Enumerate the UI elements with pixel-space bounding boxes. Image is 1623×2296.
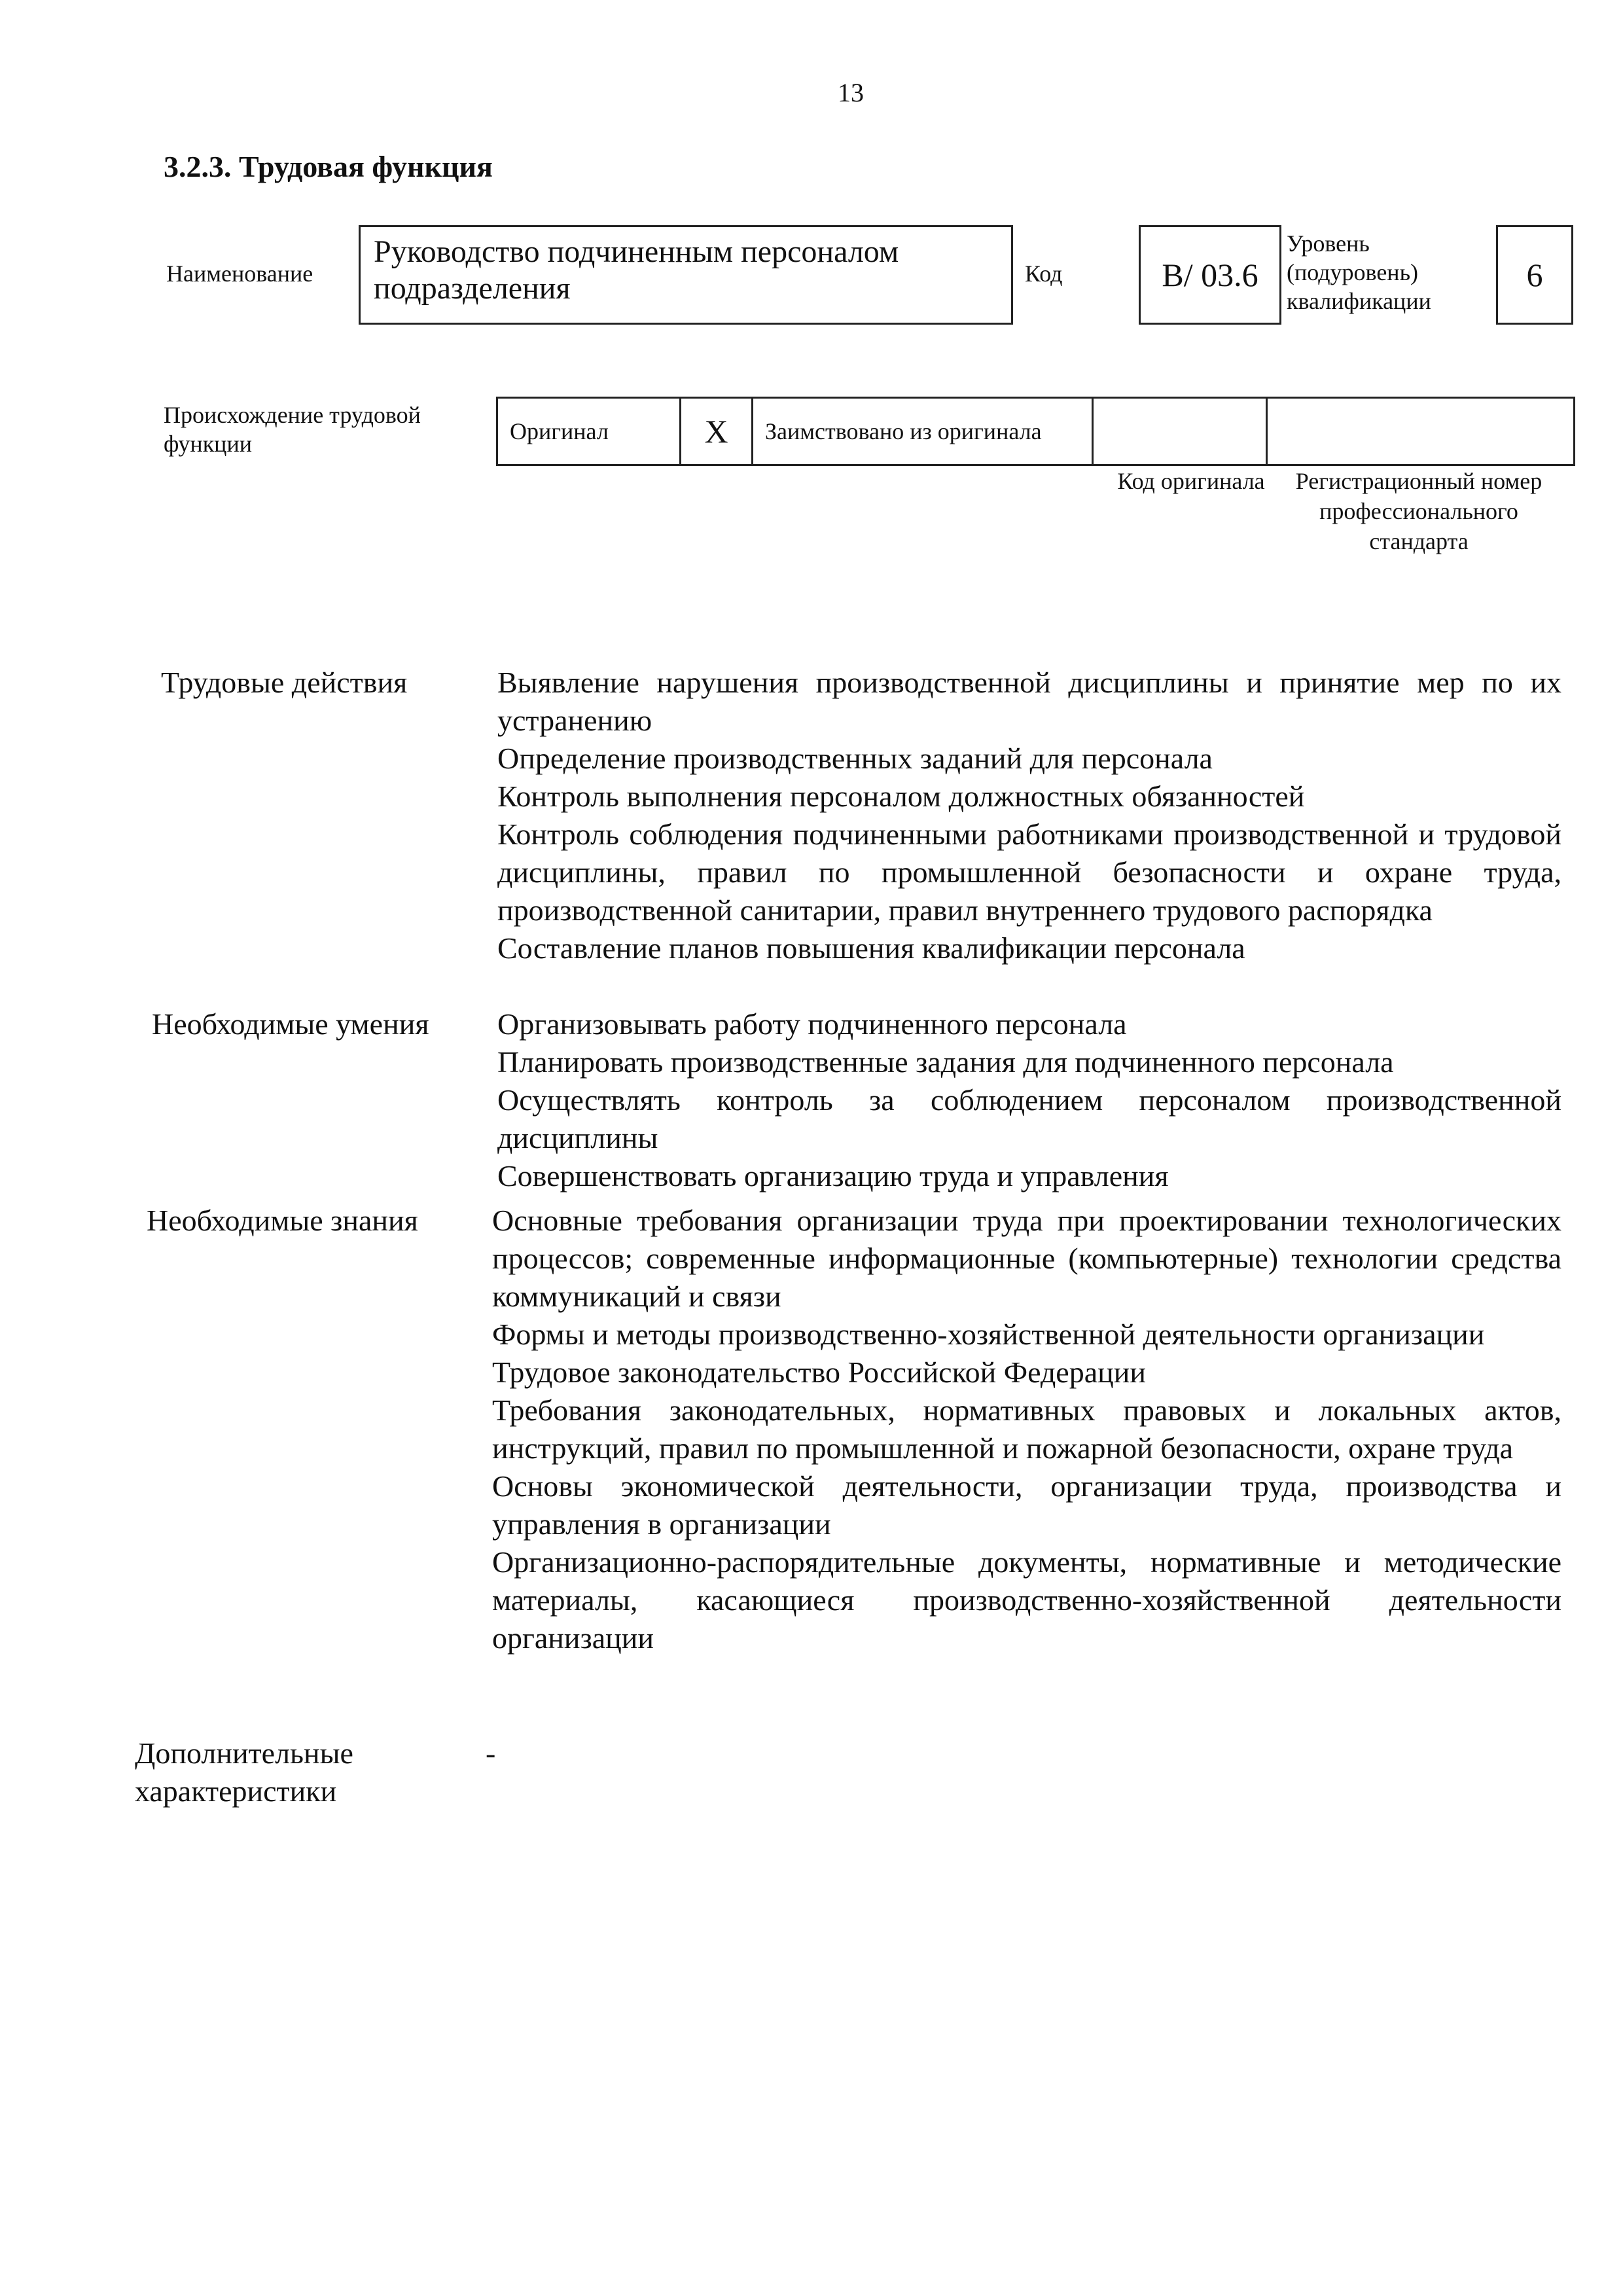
origin-label: Происхождение трудовой функции xyxy=(164,402,421,457)
page-number: 13 xyxy=(838,78,864,107)
function-name-box xyxy=(359,225,1013,325)
labor-actions-label: Трудовые действия xyxy=(161,666,408,699)
list-item: Контроль выполнения персоналом должностных обязанностей xyxy=(497,780,1305,813)
list-item: Трудовое законодательство Российской Федерации xyxy=(492,1355,1146,1389)
original-mark: X xyxy=(681,398,753,465)
name-label: Наименование xyxy=(166,260,313,287)
labor-actions-list xyxy=(497,664,1561,967)
list-item: Выявление нарушения производственной дисциплины и принятие мер по их устранению xyxy=(497,666,1561,737)
list-item: Организационно-распорядительные документы, нормативные и методические материалы, касающиеся производственно-хозяйственной деятельности организации xyxy=(492,1545,1561,1655)
section-title: 3.2.3. Трудовая функция xyxy=(164,150,493,183)
list-item: Осуществлять контроль за соблюдением персоналом производственной дисциплины xyxy=(497,1083,1561,1155)
code-original-cell xyxy=(1093,398,1267,465)
knowledge-label: Необходимые знания xyxy=(147,1204,418,1237)
list-item: Формы и методы производственно-хозяйственной деятельности организации xyxy=(492,1318,1485,1351)
level-label: Уровень (подуровень) квалификации xyxy=(1287,230,1431,314)
level-box xyxy=(1496,225,1573,325)
function-name-value: Руководство подчиненным персоналом подразделения xyxy=(374,234,899,306)
skills-list xyxy=(497,1005,1561,1195)
list-item: Основные требования организации труда при проектировании технологических процессов; современные информационные (компьютерные) технологии средства коммуникаций и связи xyxy=(492,1204,1561,1313)
list-item: Требования законодательных, нормативных правовых и локальных актов, инструкций, правил по промышленной и пожарной безопасности, охране труда xyxy=(492,1393,1561,1465)
additional-label: Дополнительные характеристики xyxy=(135,1736,353,1808)
code-original-note: Код оригинала xyxy=(1117,468,1265,494)
list-item: Составление планов повышения квалификации персонала xyxy=(497,931,1245,965)
list-item: Совершенствовать организацию труда и управления xyxy=(497,1159,1169,1193)
code-value: B/ 03.6 xyxy=(1162,257,1258,293)
list-item: Планировать производственные задания для подчиненного персонала xyxy=(497,1045,1394,1079)
list-item: Контроль соблюдения подчиненными работниками производственной и трудовой дисциплины, правил по промышленной безопасности и охране труда, производственной санитарии, правил внутреннего трудового распорядка xyxy=(497,817,1561,927)
additional-value: - xyxy=(486,1736,496,1770)
reg-number-cell xyxy=(1267,398,1575,465)
list-item: Организовывать работу подчиненного персонала xyxy=(497,1007,1127,1041)
list-item: Определение производственных заданий для персонала xyxy=(497,742,1213,775)
code-label: Код xyxy=(1025,260,1063,287)
reg-number-note: Регистрационный номер профессионального стандарта xyxy=(1295,468,1543,554)
level-value: 6 xyxy=(1526,257,1543,293)
original-cell: Оригинал xyxy=(497,398,681,465)
code-box xyxy=(1139,225,1281,325)
skills-label: Необходимые умения xyxy=(152,1007,429,1041)
list-item: Основы экономической деятельности, организации труда, производства и управления в организации xyxy=(492,1469,1561,1541)
knowledge-list xyxy=(492,1202,1561,1657)
origin-table xyxy=(496,397,1575,466)
borrowed-cell: Заимствовано из оригинала xyxy=(753,398,1093,465)
